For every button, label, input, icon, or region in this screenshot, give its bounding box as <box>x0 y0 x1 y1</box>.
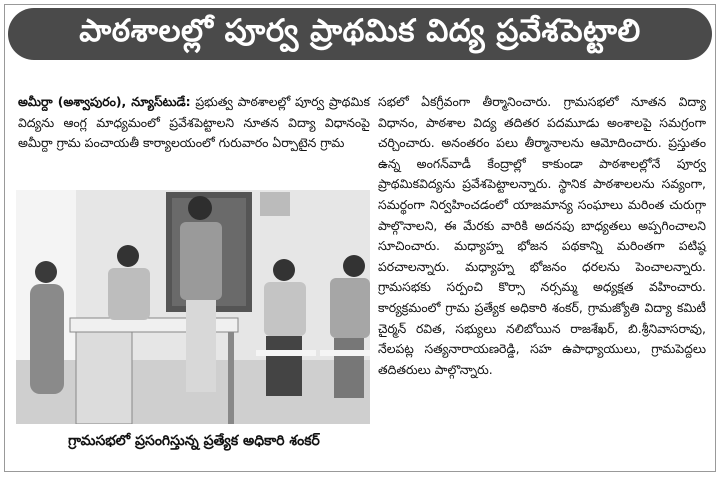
photo-illustration <box>16 190 370 424</box>
photo-caption: గ్రామసభలో ప్రసంగిస్తున్న ప్రత్యేక అధికారి శంకర్ <box>68 432 320 449</box>
article-right-text: సభలో ఏకగ్రీవంగా తీర్మానించారు. గ్రామసభలో నూతన విద్యా విధానం, పాఠశాల విద్య తదితర పదమూడు అంశాలపై సమగ్రంగా చర్చించారు. అనంతరం పలు తీర్మానాలను ఆమోదించారు. ప్రస్తుతం ఉన్న అంగన్‌వాడీ కేంద్రాల్లో కాకుండా పాఠశాలల్లోనే పూర్వ ప్రాథమికవిద్యను ప్రవేశపెట్టాలన్నారు. స్థానిక పాఠశాలలను సవ్యంగా, సమర్థంగా నిర్వహించడంలో యాజమాన్య సంఘాలు మరింత చురుగ్గా పాల్గొనాలని, ఈ మేరకు వారికి అదనపు బాధ్యతలు అప్పగించాలని సూచించారు. మధ్యాహ్న భోజన పథకాన్ని మరింతగా పటిష్ఠ పరచాలన్నారు. మధ్యాహ్న భోజనం ధరలను పెంచాలన్నారు. గ్రామసభకు సర్పంచి కొర్సా నర్సమ్మ అధ్యక్షత వహించారు. కార్యక్రమంలో గ్రామ ప్రత్యేక అధికారి శంకర్, గ్రామజ్యోతి విద్యా కమిటీ చైర్మన్ రవిత, సభ్యులు నలిబోయిన రాజశేఖర్, బి.శ్రీనివాసరావు, నేలపట్ల సత్యనారాయణరెడ్డి, సహ ఉపాధ్యాయులు, గ్రామపెద్దలు తదితరులు పాల్గొన్నారు. <box>378 94 706 377</box>
headline: పాఠశాలల్లో పూర్వ ప్రాథమిక విద్య ప్రవేశపెట్టాలి <box>79 12 641 49</box>
news-photo <box>16 190 370 424</box>
article-left-column <box>18 92 370 154</box>
article-right-column <box>378 92 706 380</box>
dateline: అమీర్దా (అశ్వాపురం), న్యూస్‌టుడే: <box>18 94 191 109</box>
article-left-text: ప్రభుత్వ పాఠశాలల్లో పూర్వ ప్రాథమిక విద్యను ఆంగ్ల మాధ్యమంలో ప్రవేశపెట్టాలని నూతన విద్యా విధానంపై అమీర్దా గ్రామ పంచాయతీ కార్యాలయంలో గురువారం ఏర్పాటైన గ్రామ <box>18 94 370 151</box>
headline-banner <box>8 8 712 60</box>
